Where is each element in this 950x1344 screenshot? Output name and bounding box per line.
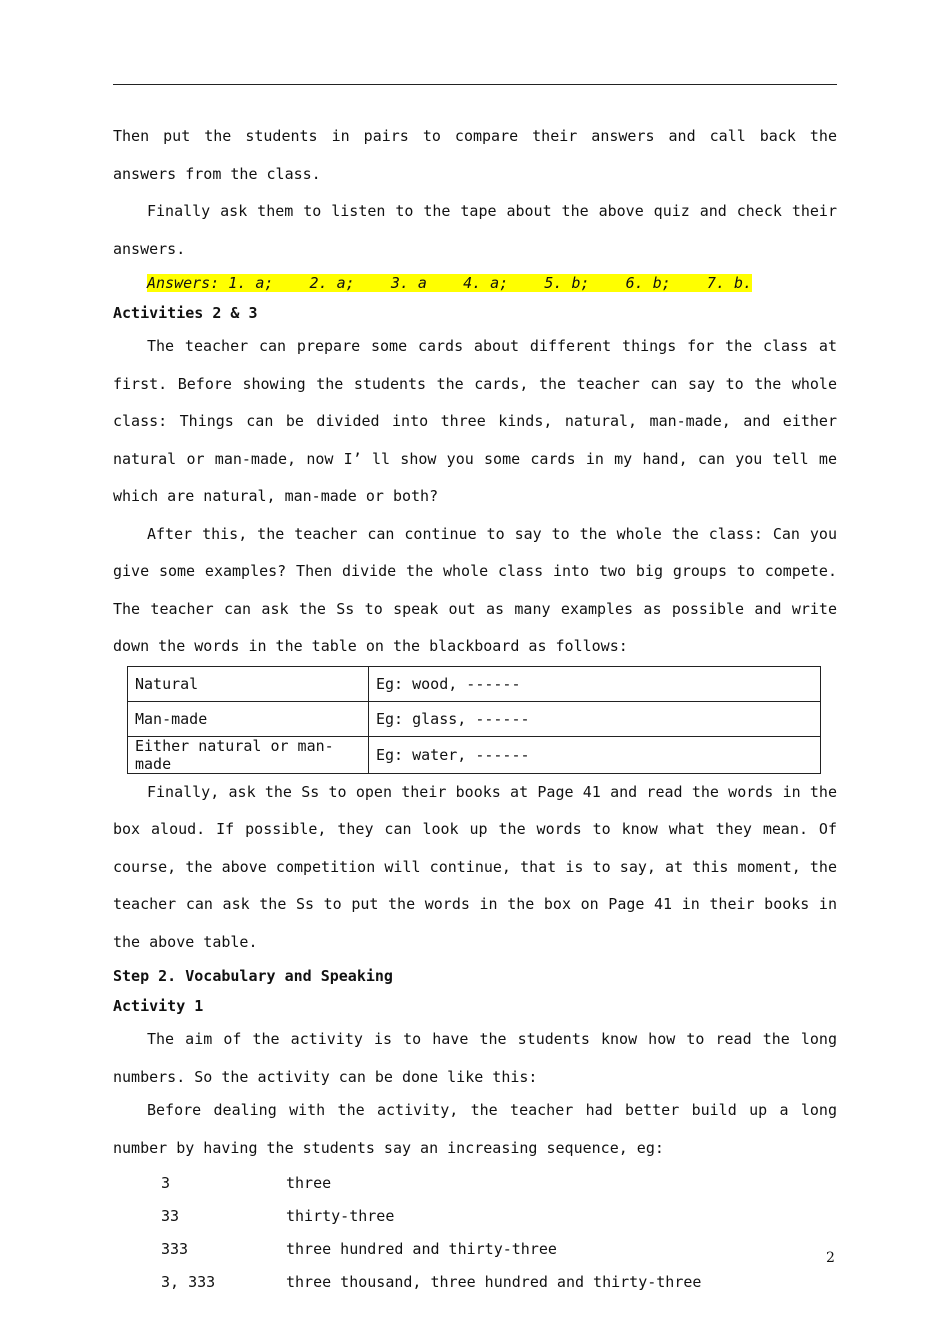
paragraph-activity-aim: The aim of the activity is to have the students know how to read the long numbers. So the activity can be done like this: bbox=[113, 1030, 837, 1086]
document-body bbox=[113, 118, 837, 1299]
sequence-number: 3 bbox=[161, 1174, 171, 1192]
sequence-words: three bbox=[286, 1174, 332, 1192]
list-item bbox=[113, 1233, 837, 1266]
list-item bbox=[113, 1167, 837, 1200]
table-cell-example: Eg: wood, ------ bbox=[369, 666, 821, 701]
paragraph-pairs-compare: Then put the students in pairs to compare their answers and call back the answers from the class. bbox=[113, 127, 837, 183]
table-row bbox=[128, 666, 821, 701]
paragraph-open-books: Finally, ask the Ss to open their books at Page 41 and read the words in the box aloud. If possible, they can look up the words to know what they mean. Of course, the above competition will continue, that is to say, at this moment, the teacher can ask the Ss to put the words in the box on Page 41 in their books in the above table. bbox=[113, 782, 837, 951]
header-rule bbox=[113, 84, 837, 85]
table-cell-kind: Man-made bbox=[128, 701, 369, 736]
sequence-words: three hundred and thirty-three bbox=[286, 1240, 557, 1258]
sequence-number: 3, 333 bbox=[161, 1273, 216, 1291]
heading-step-2: Step 2. Vocabulary and Speaking bbox=[113, 967, 393, 985]
answers-highlight: Answers: 1. a; 2. a; 3. a 4. a; 5. b; 6. b; 7. b. bbox=[147, 274, 753, 292]
page-number: 2 bbox=[826, 1250, 835, 1266]
table-row bbox=[128, 701, 821, 736]
sequence-words: three thousand, three hundred and thirty-three bbox=[286, 1273, 702, 1291]
number-sequence bbox=[113, 1167, 837, 1299]
sequence-number: 33 bbox=[161, 1207, 180, 1225]
table-cell-example: Eg: glass, ------ bbox=[369, 701, 821, 736]
sequence-number: 333 bbox=[161, 1240, 189, 1258]
paragraph-build-number: Before dealing with the activity, the teacher had better build up a long number by having the students say an increasing sequence, eg: bbox=[113, 1101, 837, 1157]
table-cell-example: Eg: water, ------ bbox=[369, 736, 821, 773]
heading-activity-1: Activity 1 bbox=[113, 997, 204, 1015]
list-item bbox=[113, 1266, 837, 1299]
answers-line bbox=[113, 268, 837, 298]
table-row bbox=[128, 736, 821, 773]
sequence-words: thirty-three bbox=[286, 1207, 395, 1225]
list-item bbox=[113, 1200, 837, 1233]
paragraph-prepare-cards: The teacher can prepare some cards about different things for the class at first. Before showing the students the cards, the teacher can say to the whole class: Things can be divided into three kinds, natural, man-made, and either natural or man-made, now I’ ll show you some cards in my hand, can you tell me which are natural, man-made or both? bbox=[113, 337, 837, 505]
heading-activities-2-3: Activities 2 & 3 bbox=[113, 304, 258, 322]
paragraph-listen-tape: Finally ask them to listen to the tape about the above quiz and check their answers. bbox=[113, 202, 837, 258]
categories-table bbox=[127, 666, 821, 774]
paragraph-give-examples: After this, the teacher can continue to say to the whole the class: Can you give some examples? Then divide the whole class into two big groups to compete. The teacher can ask the Ss to speak out as many examples as possible and write down the words in the table on the blackboard as follows: bbox=[113, 524, 837, 655]
table-cell-kind: Either natural or man-made bbox=[128, 736, 369, 773]
table-cell-kind: Natural bbox=[128, 666, 369, 701]
